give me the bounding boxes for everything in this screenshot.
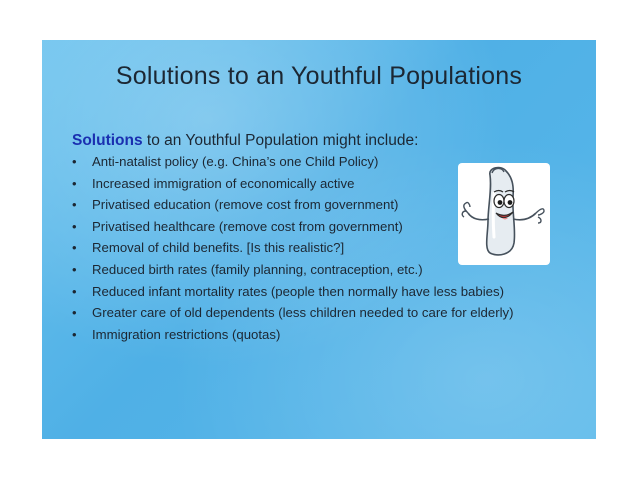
intro-highlight: Solutions [72,132,143,149]
slide [42,40,596,439]
bullet-dot: • [72,261,77,277]
bullet-item [68,327,578,343]
bullet-text: Privatised healthcare (remove cost from government) [92,218,403,234]
bullet-dot: • [72,283,77,299]
bullet-dot: • [72,240,77,256]
bullet-text: Immigration restrictions (quotas) [92,326,281,342]
bullet-text: Anti-natalist policy (e.g. China’s one Child Policy) [92,154,379,169]
bullet-dot: • [72,218,77,234]
bullet-item [68,284,578,300]
bullet-item [68,305,578,321]
bullet-text: Removal of child benefits. [Is this realistic?] [92,240,345,256]
bullet-text: Greater care of old dependents (less children needed to care for elderly) [92,305,514,321]
slide-title: Solutions to an Youthful Populations [115,62,523,90]
bullet-text: Increased immigration of economically active [92,175,355,191]
bullet-dot: • [72,175,77,191]
intro-text: to an Youthful Population might include: [142,132,419,149]
bullet-text: Reduced birth rates (family planning, contraception, etc.) [92,261,423,277]
bullet-dot: • [72,326,77,342]
bullet-text: Reduced infant mortality rates (people then normally have less babies) [92,283,504,299]
intro-line [72,132,418,150]
cartoon-character-icon [458,163,550,265]
bullet-dot: • [72,305,77,321]
bullet-dot: • [72,197,77,213]
bullet-text: Privatised education (remove cost from government) [92,197,399,213]
bullet-dot: • [72,154,77,169]
